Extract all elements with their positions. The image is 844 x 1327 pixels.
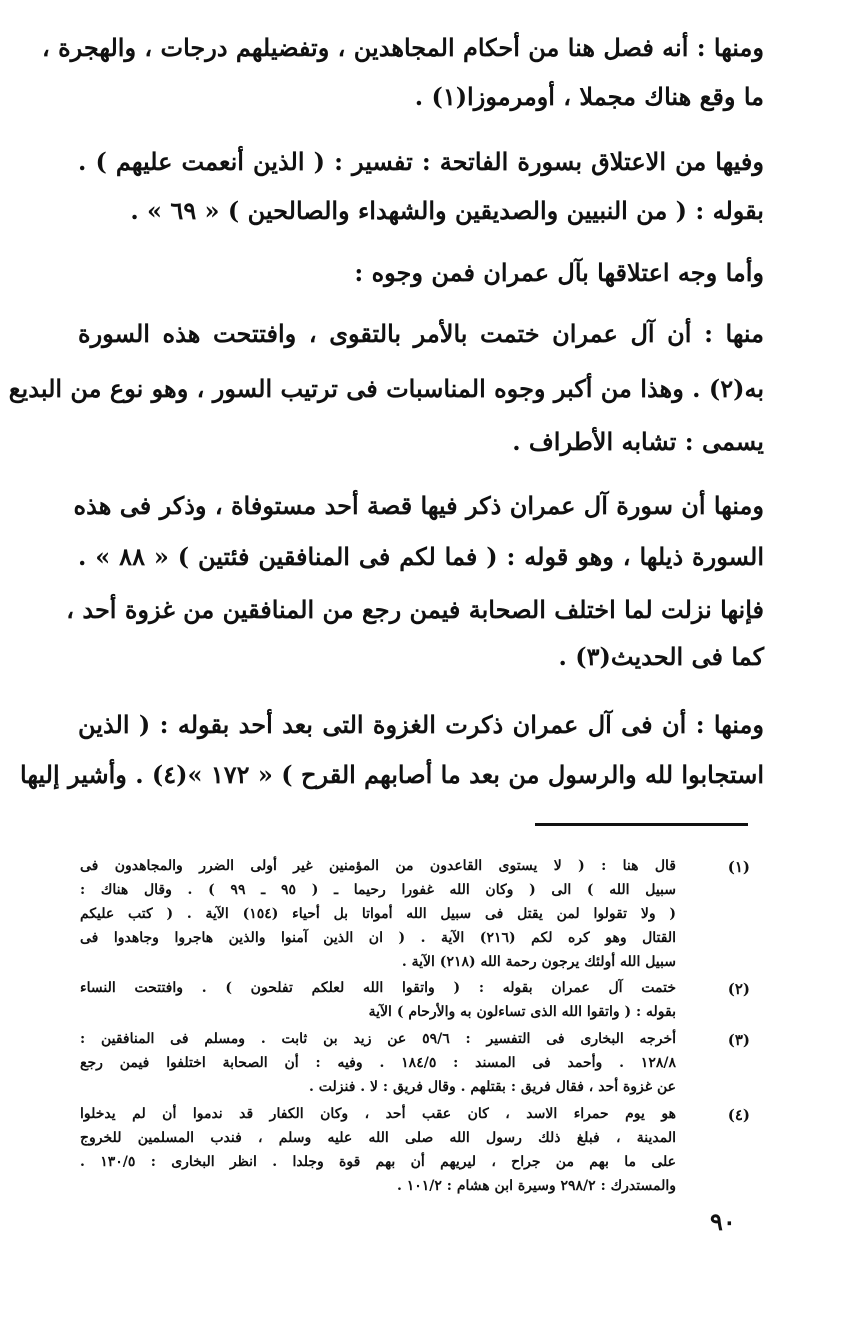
footnote-line: على ما بهم من جراح ، ليريهم أن بهم قوة وجلدا . انظر البخارى : ١٣٠/٥ .: [80, 1154, 677, 1170]
footnote-line: بقوله : ( واتقوا الله الذى تساءلون به والأرحام ) الآية: [368, 1004, 676, 1020]
footnote-line: عن غزوة أحد ، فقال فريق : بقتلهم . وقال فريق : لا . فنزلت .: [309, 1079, 676, 1095]
footnote-number: (١): [727, 858, 750, 876]
page-number: ٩٠: [710, 1207, 736, 1236]
body-line: كما فى الحديث(٣) .: [558, 642, 764, 671]
footnote-line: والمستدرك : ٢٩٨/٢ وسيرة ابن هشام : ١٠١/٢ .: [396, 1178, 676, 1194]
footnote-number: (٣): [727, 1031, 750, 1049]
body-line: يسمى : تشابه الأطراف .: [512, 427, 764, 456]
footnote-line: سبيل الله أولئك يرجون رحمة الله (٢١٨) الآية .: [401, 954, 676, 970]
body-line: السورة ذيلها ، وهو قوله : ( فما لكم فى المنافقين فئتين ) « ٨٨ » .: [78, 542, 764, 571]
body-line: ومنها : أنه فصل هنا من أحكام المجاهدين ، وتفضيلهم درجات ، والهجرة ،: [42, 33, 764, 62]
body-line: ومنها : أن فى آل عمران ذكرت الغزوة التى بعد أحد بقوله : ( الذين: [78, 710, 764, 739]
footnote-line: قال هنا : ( لا يستوى القاعدون من المؤمنين غير أولى الضرر والمجاهدون فى: [80, 858, 676, 874]
body-line: استجابوا لله والرسول من بعد ما أصابهم القرح ) « ١٧٢ »(٤) . وأشير إليها: [20, 760, 764, 789]
body-line: به(٢) . وهذا من أكبر وجوه المناسبات فى ترتيب السور ، وهو نوع من البديع: [8, 374, 764, 403]
footnote-line: ١٢٨/٨ . وأحمد فى المسند : ١٨٤/٥ . وفيه : أن الصحابة اختلفوا فيمن رجع: [80, 1055, 676, 1071]
footnote-line: القتال وهو كره لكم (٢١٦) الآية . ( ان الذين آمنوا والذين هاجروا وجاهدوا فى: [80, 930, 676, 946]
body-line: ما وقع هناك مجملا ، أومرموزا(١) .: [414, 82, 764, 111]
body-line: وأما وجه اعتلاقها بآل عمران فمن وجوه :: [354, 258, 764, 287]
footnote-line: ختمت آل عمران بقوله : ( واتقوا الله لعلكم تفلحون ) . وافتتحت النساء: [80, 980, 676, 996]
footnote-number: (٤): [727, 1106, 750, 1124]
body-line: ومنها أن سورة آل عمران ذكر فيها قصة أحد مستوفاة ، وذكر فى هذه: [73, 491, 764, 520]
body-line: وفيها من الاعتلاق بسورة الفاتحة : تفسير : ( الذين أنعمت عليهم ) .: [78, 147, 764, 176]
footnote-separator: [535, 823, 748, 826]
footnote-line: ( ولا تقولوا لمن يقتل فى سبيل الله أمواتا بل أحياء (١٥٤) الآية . ( كتب عليكم: [80, 906, 676, 922]
footnote-number: (٢): [727, 980, 750, 998]
body-line: منها : أن آل عمران ختمت بالأمر بالتقوى ، وافتتحت هذه السورة: [78, 319, 764, 348]
footnote-line: سبيل الله ) الى ( وكان الله غفورا رحيما ـ ( ٩٥ ـ ٩٩ ) . وقال هناك :: [80, 882, 677, 898]
body-line: بقوله : ( من النبيين والصديقين والشهداء والصالحين ) « ٦٩ » .: [130, 196, 764, 225]
footnote-line: هو يوم حمراء الاسد ، كان عقب أحد ، وكان الكفار قد ندموا أن لم يدخلوا: [80, 1106, 676, 1122]
body-line: فإنها نزلت لما اختلف الصحابة فيمن رجع من المنافقين من غزوة أحد ،: [66, 595, 764, 624]
footnote-line: أخرجه البخارى فى التفسير : ٥٩/٦ عن زيد بن ثابت . ومسلم فى المنافقين :: [80, 1031, 676, 1047]
footnote-line: المدينة ، فبلغ ذلك رسول الله صلى الله عليه وسلم ، فندب المسلمين للخروج: [80, 1130, 676, 1146]
